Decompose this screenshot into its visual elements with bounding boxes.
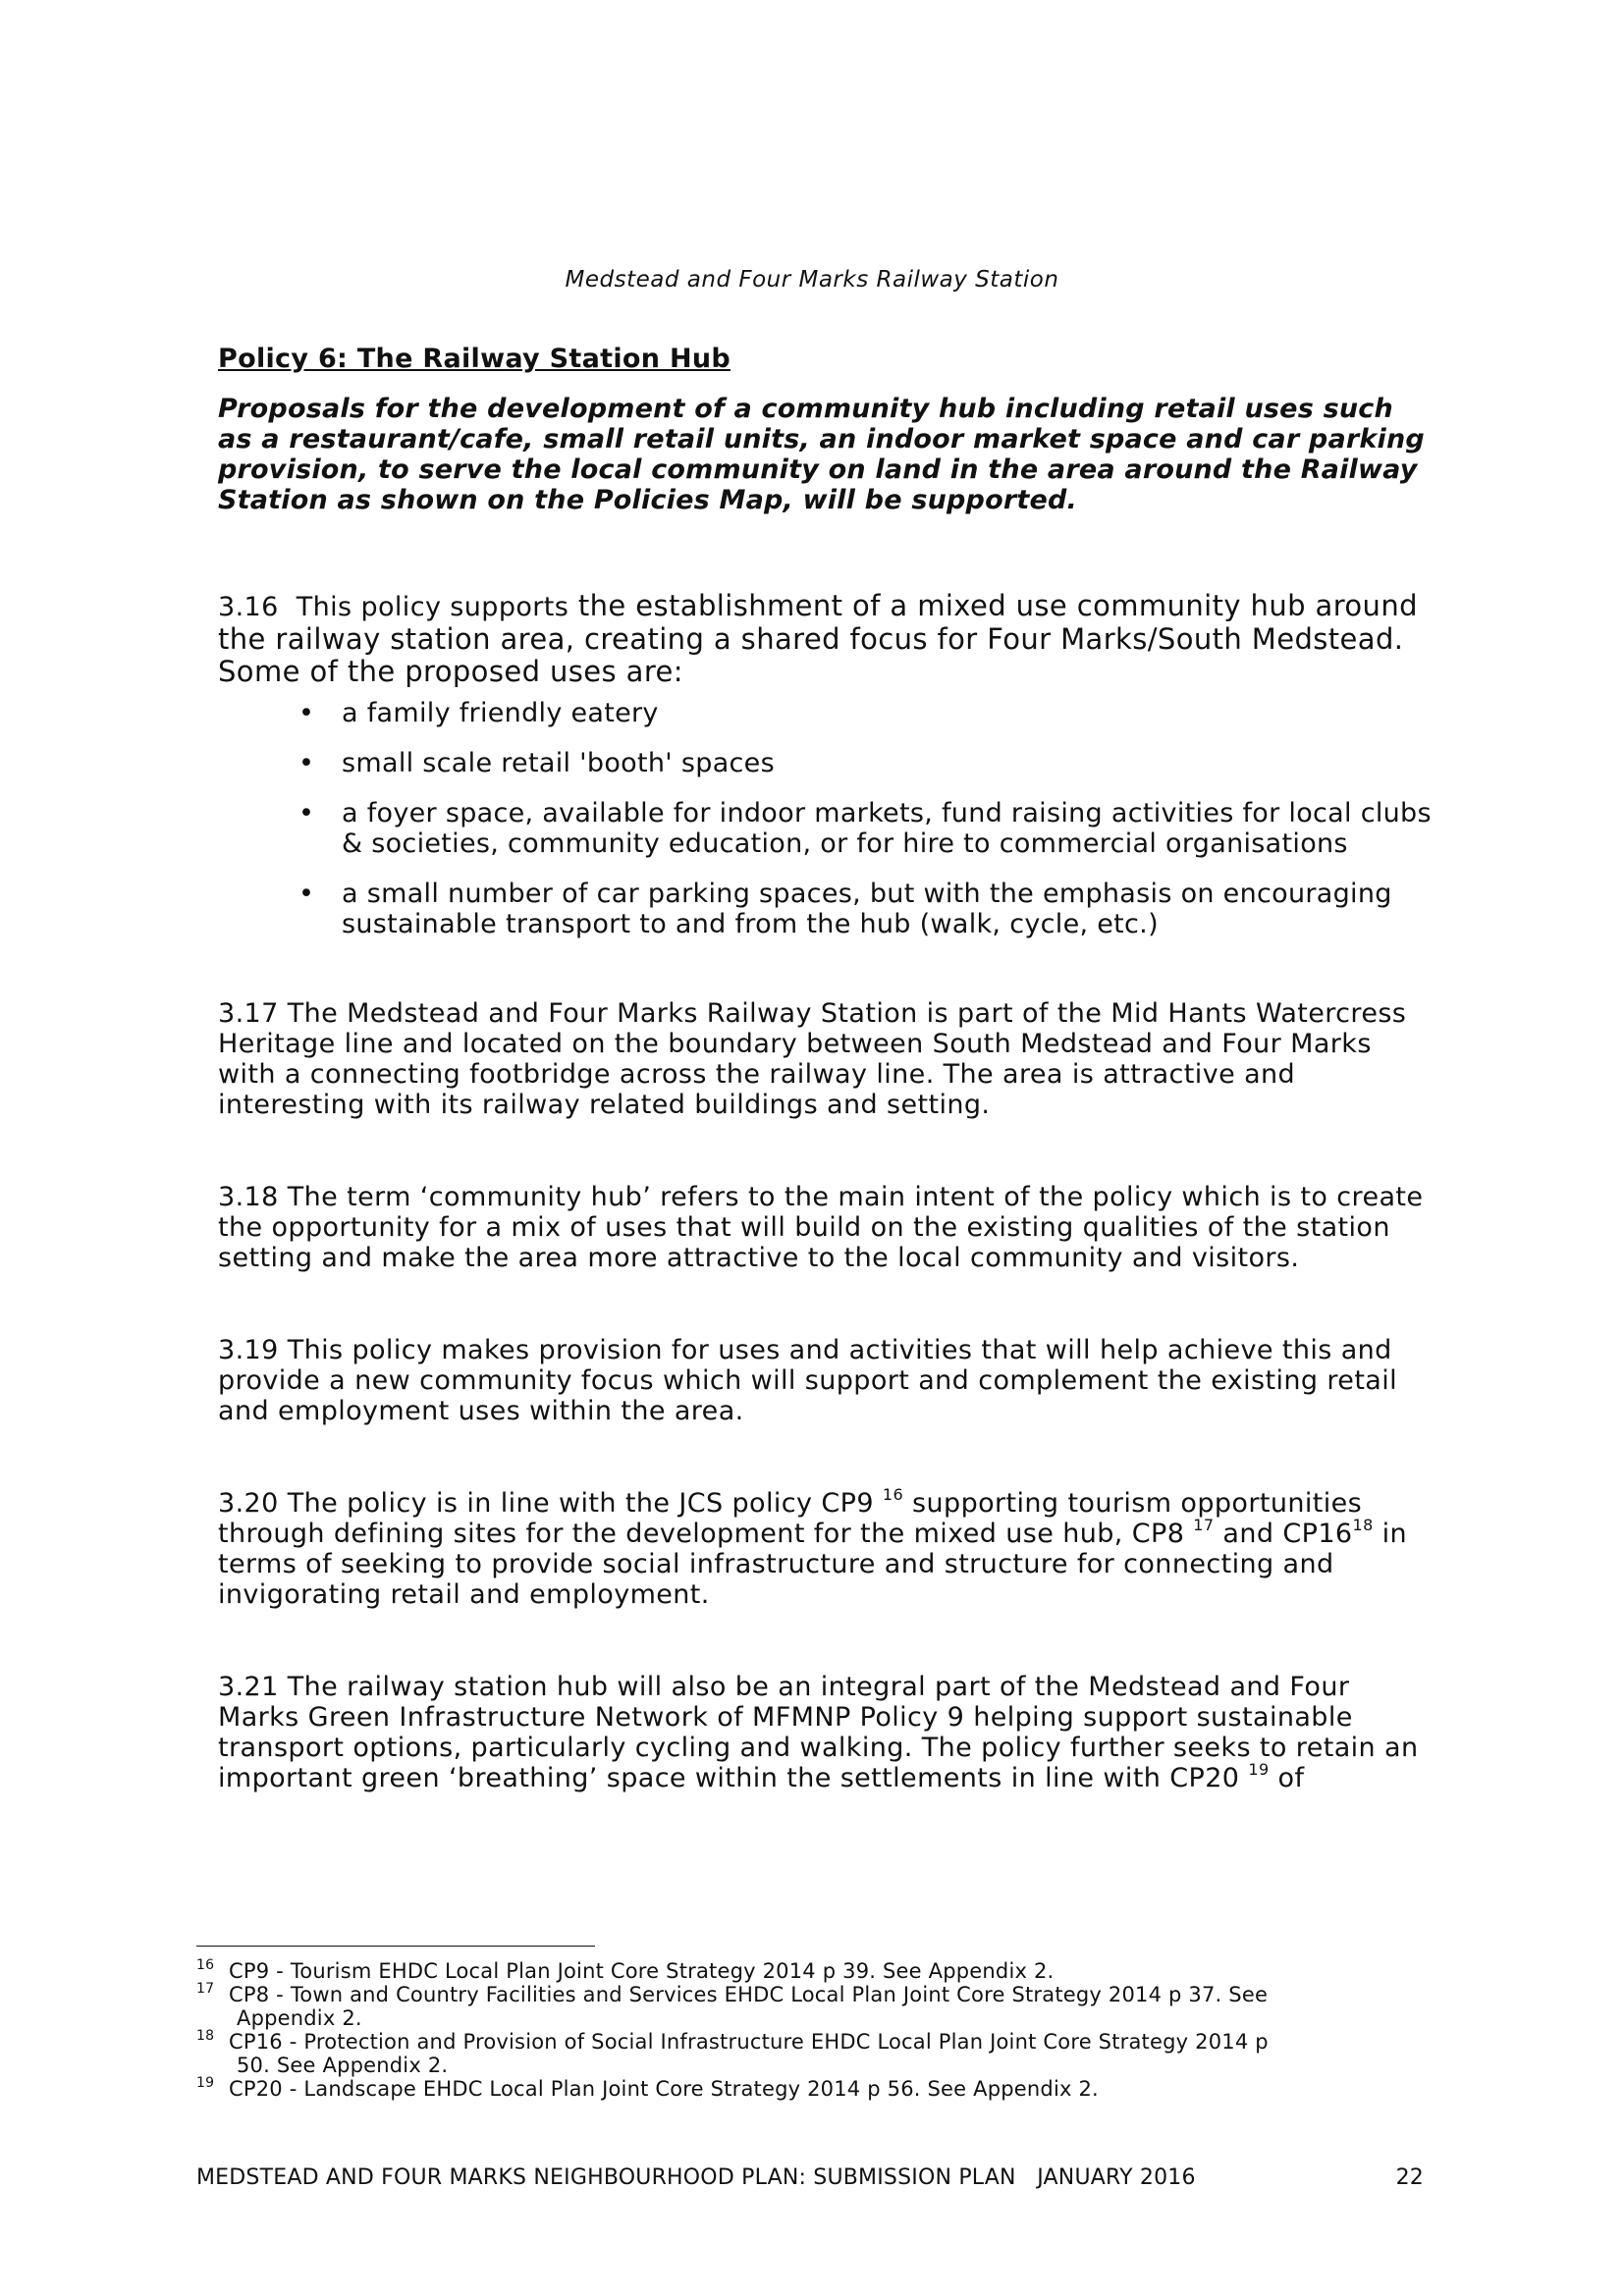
footnote-ref-16: 16 — [882, 1485, 904, 1504]
paragraph-3-16-text: the establishment of a mixed use community hub around the railway station area, creating a shared focus for Four Marks/South Medstead. Some of the proposed uses are: — [218, 589, 1418, 688]
paragraph-3-17: 3.17 The Medstead and Four Marks Railway Station is part of the Mid Hants Watercress Heritage line and located on the boundary between South Medstead and Four Marks with a connecting footbridge across the railway line. The area is attractive and interesting with its railway related buildings and setting. — [218, 998, 1407, 1120]
list-item: • a foyer space, available for indoor markets, fund raising activities for local clubs & societies, community education, or for hire to commercial organisations — [298, 798, 1432, 859]
footnote-19: 19 CP20 - Landscape EHDC Local Plan Joint Core Strategy 2014 p 56. See Appendix 2. — [196, 2075, 1099, 2101]
page-number: 22 — [1395, 2165, 1424, 2190]
paragraph-3-20: 3.20 The policy is in line with the JCS policy CP9 $^{16}$ supporting tourism opportunities through defining sites for the development for the mixed use hub, CP8 $^{17}$ and $CP16^{18}$ in terms of seeking to provide social infrastructure and structure for connecting and invigorating retail and employment. — [218, 1485, 1408, 1610]
main-content — [218, 344, 1435, 1793]
policy-heading: Policy 6: The Railway Station Hub — [218, 344, 731, 374]
footer-title: MEDSTEAD AND FOUR MARKS NEIGHBOURHOOD PLAN: SUBMISSION PLAN JANUARY 2016 — [196, 2165, 1196, 2190]
paragraph-3-18: 3.18 The term ‘community hub’ refers to the main intent of the policy which is to create the opportunity for a mix of uses that will build on the existing qualities of the station setting and make the area more attractive to the local community and visitors. — [218, 1182, 1424, 1273]
footnote-16: 16 CP9 - Tourism EHDC Local Plan Joint Core Strategy 2014 p 39. See Appendix 2. — [196, 1957, 1055, 1983]
footnote-ref-19: 19 — [1248, 1760, 1270, 1779]
policy-text: Proposals for the development of a community hub including retail uses such as a restaurant/cafe, small retail units, an indoor market space and car parking provision, to serve the local community on land in the area around the Railway Station as shown on the Policies Map, will be supported. — [218, 394, 1425, 515]
footnote-17: 17 CP8 - Town and Country Facilities and Services EHDC Local Plan Joint Core Strategy 2014 p 37. See Appendix 2. — [196, 1981, 1269, 2030]
page-footer — [196, 2165, 1424, 2190]
paragraph-3-21: 3.21 The railway station hub will also be an integral part of the Medstead and Four Marks Green Infrastructure Network of MFMNP Policy 9 helping support sustainable transport options, particularly cycling and walking. The policy further seeks to retain an important green ‘breathing’ space within the settlements in line with CP20 $^{19}$ of — [218, 1672, 1419, 1793]
footnote-divider — [196, 1946, 595, 1947]
list-item: • small scale retail 'booth' spaces — [298, 748, 775, 778]
footnotes — [196, 1959, 1424, 2101]
list-item: • a family friendly eatery — [298, 698, 659, 728]
proposed-uses-list — [218, 698, 1435, 939]
footnote-ref-18: 18 — [1352, 1516, 1374, 1534]
paragraph-3-16-lead: This policy supports — [296, 592, 569, 622]
paragraph-3-19: 3.19 This policy makes provision for uses and activities that will help achieve this and provide a new community focus which will support and complement the existing retail and employment uses within the area. — [218, 1335, 1398, 1426]
paragraph-3-16 — [218, 590, 1435, 688]
paragraph-3-16-number: 3.16 — [218, 592, 279, 622]
footnote-ref-17: 17 — [1193, 1516, 1215, 1534]
section-caption: Medstead and Four Marks Railway Station — [565, 267, 1059, 293]
list-item: • a small number of car parking spaces, but with the emphasis on encouraging sustainable transport to and from the hub (walk, cycle, etc.) — [298, 879, 1392, 939]
footnote-18: 18 CP16 - Protection and Provision of Social Infrastructure EHDC Local Plan Joint Core Strategy 2014 p 50. See Appendix 2. — [196, 2028, 1269, 2077]
